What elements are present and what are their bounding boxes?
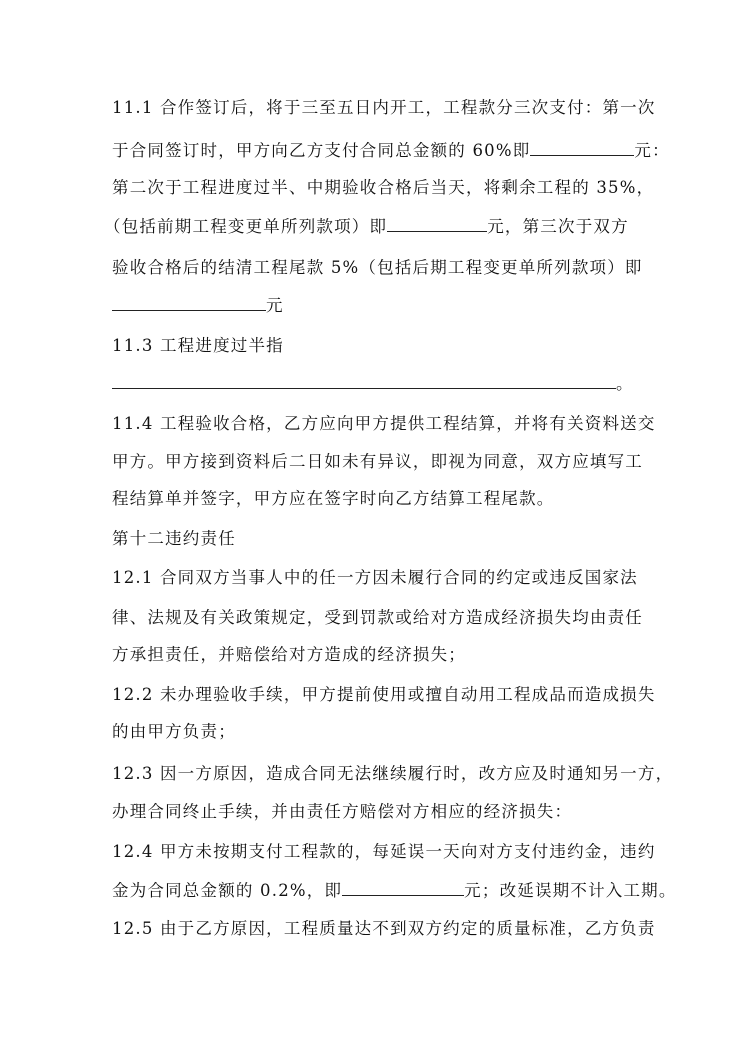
text-line: 的由甲方负责；: [112, 722, 236, 741]
text-line: 元: [112, 293, 284, 318]
fill-in-blank[interactable]: [342, 878, 464, 896]
text-line: 11.1 合作签订后，将于三至五日内开工，工程款分三次支付：第一次: [112, 98, 656, 117]
text-line: 甲方。甲方接到资料后二日如未有异议，即视为同意，双方应填写工: [112, 452, 643, 471]
text-line: 12.2 未办理验收手续，甲方提前使用或擅自动用工程成品而造成损失: [112, 685, 656, 704]
text-line: 程结算单并签字，甲方应在签字时向乙方结算工程尾款。: [112, 489, 555, 508]
section-heading: 第十二违约责任: [112, 529, 236, 548]
fill-in-blank[interactable]: [530, 138, 634, 156]
text-line: 验收合格后的结清工程尾款 5%（包括后期工程变更单所列款项）即: [112, 258, 643, 277]
text-line: 。: [112, 371, 634, 396]
text-line: 11.4 工程验收合格，乙方应向甲方提供工程结算，并将有关资料送交: [112, 414, 656, 433]
text-line: 12.3 因一方原因，造成合同无法继续履行时，改方应及时通知另一方，: [112, 764, 674, 783]
text-line: 第二次于工程进度过半、中期验收合格后当天，将剩余工程的 35%，: [112, 178, 655, 197]
text-line: 办理合同终止手续，并由责任方赔偿对方相应的经济损失：: [112, 802, 573, 821]
text-line: 12.4 甲方未按期支付工程款的，每延误一天向对方支付违约金，违约: [112, 842, 656, 861]
text-line: 方承担责任，并赔偿给对方造成的经济损失；: [112, 645, 466, 664]
text-line: 12.1 合同双方当事人中的任一方因未履行合同的约定或违反国家法: [112, 568, 638, 587]
text-line: （包括前期工程变更单所列款项）即 元，第三次于双方: [104, 214, 629, 239]
text-line: 11.3 工程进度过半指: [112, 336, 284, 355]
fill-in-blank[interactable]: [112, 293, 266, 311]
fill-in-blank[interactable]: [112, 371, 616, 389]
text-line: 于合同签订时，甲方向乙方支付合同总金额的 60%即 元：: [112, 138, 670, 163]
fill-in-blank[interactable]: [387, 214, 487, 232]
text-line: 12.5 由于乙方原因，工程质量达不到双方约定的质量标准，乙方负责: [112, 919, 656, 938]
text-line: 律、法规及有关政策规定，受到罚款或给对方造成经济损失均由责任: [112, 608, 643, 627]
text-line: 金为合同总金额的 0.2%，即 元；改延误期不计入工期。: [112, 878, 677, 903]
